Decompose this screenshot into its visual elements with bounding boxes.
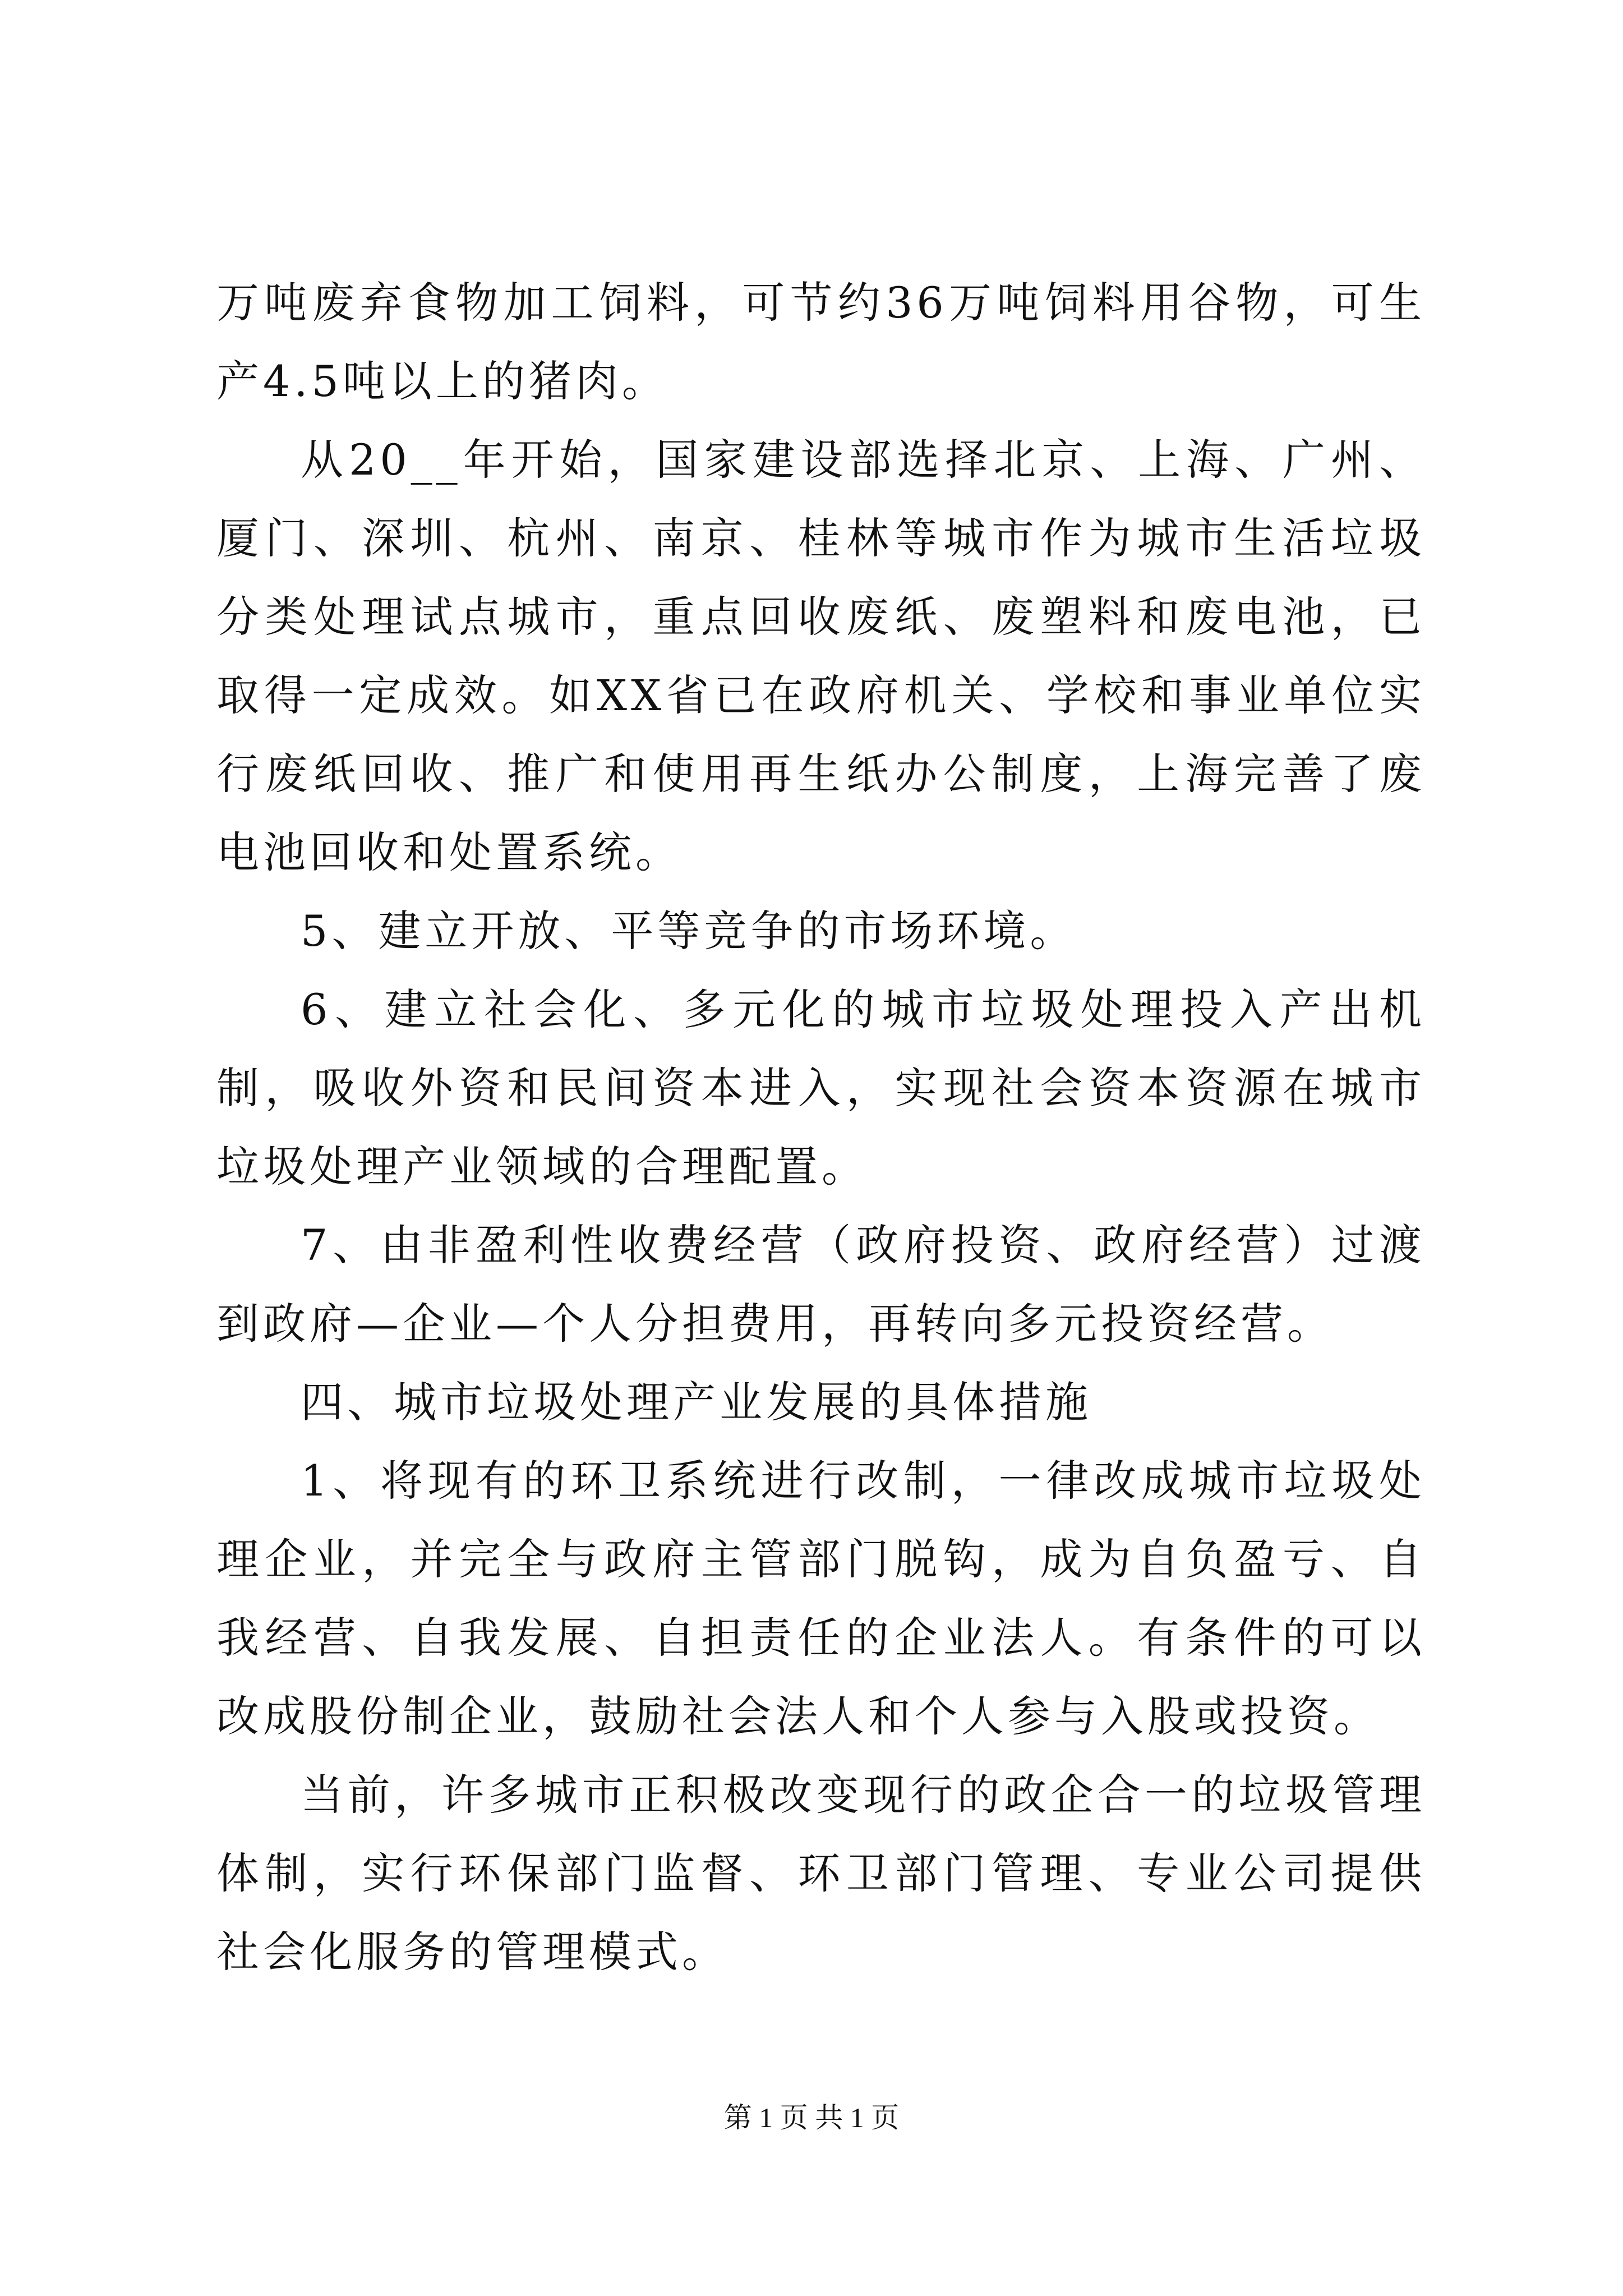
paragraph: 万吨废弃食物加工饲料，可节约36万吨饲料用谷物，可生产4.5吨以上的猪肉。 bbox=[216, 278, 1426, 406]
section-heading: 四、城市垃圾处理产业发展的具体措施 bbox=[301, 1377, 1092, 1427]
page-footer: 第 1 页 共 1 页 bbox=[723, 2102, 900, 2133]
paragraph: 从20__年开始，国家建设部选择北京、上海、广州、厦门、深圳、杭州、南京、桂林等城市作为城市生活垃圾分类处理试点城市，重点回收废纸、废塑料和废电池，已取得一定成效。如XX省已在政府机关、学校和事业单位实行废纸回收、推广和使用再生纸办公制度，上海完善了废电池回收和处置系统。 bbox=[216, 435, 1426, 877]
paragraph: 1、将现有的环卫系统进行改制，一律改成城市垃圾处理企业，并完全与政府主管部门脱钩，成为自负盈亏、自我经营、自我发展、自担责任的企业法人。有条件的可以改成股份制企业，鼓励社会法人和个人参与入股或投资。 bbox=[216, 1456, 1426, 1741]
paragraph: 当前，许多城市正积极改变现行的政企合一的垃圾管理体制，实行环保部门监督、环卫部门管理、专业公司提供社会化服务的管理模式。 bbox=[216, 1770, 1426, 1977]
document-body bbox=[216, 264, 1426, 1991]
paragraph: 7、由非盈利性收费经营（政府投资、政府经营）过渡到政府—企业—个人分担费用，再转向多元投资经营。 bbox=[216, 1220, 1426, 1349]
paragraph: 5、建立开放、平等竞争的市场环境。 bbox=[301, 906, 1077, 956]
paragraph: 6、建立社会化、多元化的城市垃圾处理投入产出机制，吸收外资和民间资本进入，实现社会资本资源在城市垃圾处理产业领域的合理配置。 bbox=[216, 984, 1426, 1191]
